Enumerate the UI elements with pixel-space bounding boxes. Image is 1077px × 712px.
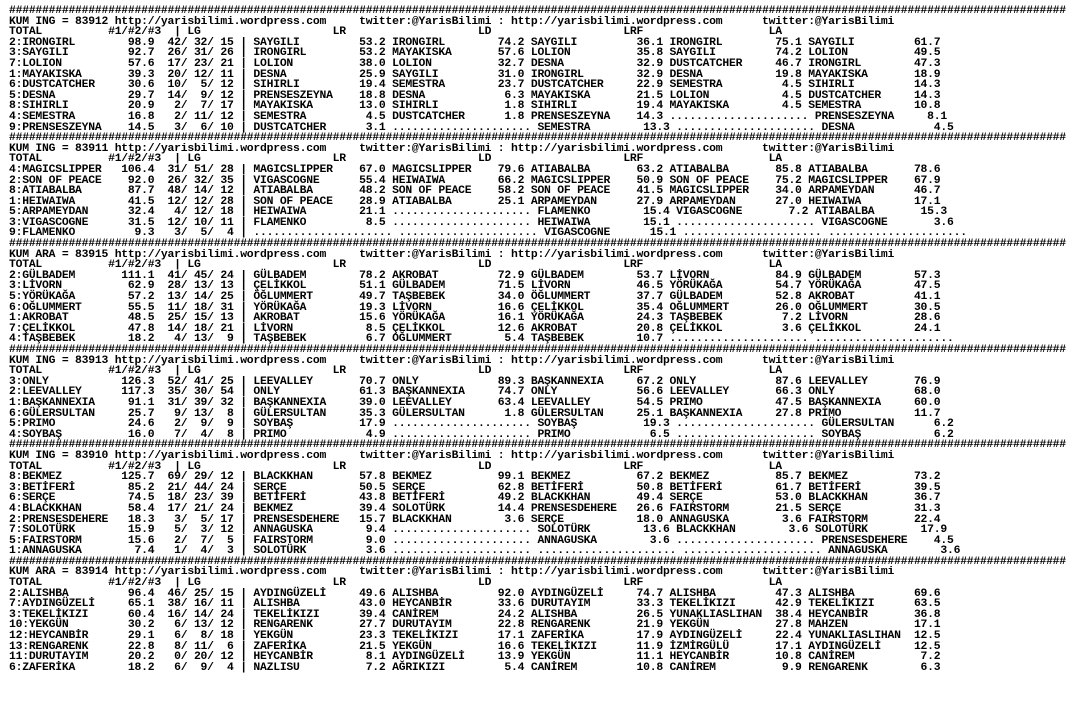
horse-row: 12:HEYCANBİR 29.1 6/ 8/ 18 | YEKGÜN 23.3 TEKELİKIZI 17.1 ZAFERİKA 17.9 AYDINGÜZELİ 22.4 YUNAKLIASLIHAN 12.5 <box>9 630 941 643</box>
race-title: KUM ING = 83910 http://yarisbilimi.wordpress.com twitter:@YarisBilimi : http://yarisbilimi.wordpress.com twitter:@YarisBilimi <box>9 449 895 462</box>
horse-row: 4:BLACKKHAN 58.4 17/ 21/ 24 | BEKMEZ 39.4 SOLOTÜRK 14.4 PRENSESDEHERE 26.6 FAIRSTORM 21.5 SERÇE 31.3 <box>9 502 941 515</box>
horse-row: 6:SERÇE 74.5 18/ 23/ 39 | BETİFERİ 43.8 BETİFERİ 49.2 BLACKKHAN 49.4 SERÇE 53.0 BLACKKHAN 36.7 <box>9 492 941 505</box>
horse-row: 7:ÇELİKKOL 47.8 14/ 18/ 21 | LİVORN 8.5 ÇELİKKOL 12.6 AKROBAT 20.8 ÇELİKKOL 3.6 ÇELİKKOL 24.1 <box>9 322 941 335</box>
horse-row: 3:BETİFERİ 85.2 21/ 44/ 24 | SERÇE 50.5 SERÇE 62.8 BETİFERİ 50.8 BETİFERİ 61.7 BETİFERİ 39.5 <box>9 481 941 494</box>
column-headers: #1/#2/#3 | LG LR LD LRF LA <box>42 577 782 590</box>
column-headers: #1/#2/#3 | LG LR LD LRF LA <box>42 365 782 378</box>
horse-row: 8:BEKMEZ 125.7 69/ 29/ 12 | BLACKKHAN 57.8 BEKMEZ 99.1 BEKMEZ 67.2 BEKMEZ 85.7 BEKMEZ 73.2 <box>9 471 941 484</box>
horse-row: 5:DESNA 29.7 14/ 9/ 12 | PRENSESZEYNA 18.8 DESNA 6.3 MAYAKISKA 21.5 LOLION 4.5 DUSTCATCHER 14.3 <box>9 89 941 102</box>
horse-row: 7:SOLOTÜRK 15.9 5/ 3/ 12 | ANNAGUSKA 9.4 ..................... SOLOTÜRK 13.6 BLACKKHAN 3.6 SOLOTÜRK 17.9 <box>9 524 947 537</box>
horse-row: 5:PRIMO 24.6 2/ 9/ 9 | SOYBAŞ 17.9 ..................... SOYBAŞ 19.3 ..................... GÜLERSULTAN 6.2 <box>9 418 954 431</box>
horse-row: 10:YEKGÜN 30.2 6/ 13/ 12 | RENGARENK 27.7 DURUTAYIM 22.8 RENGARENK 21.9 YEKGÜN 27.8 MAHZEN 17.1 <box>9 619 941 632</box>
separator-line: ################################################################################################################################################################ <box>9 238 1066 251</box>
horse-row: 2:LEEVALLEY 117.3 35/ 30/ 54 | ONLY 61.3 BAŞKANNEXIA 74.7 ONLY 56.6 LEEVALLEY 66.3 ONLY 68.0 <box>9 386 941 399</box>
horse-row: 5:FAIRSTORM 15.6 2/ 7/ 5 | FAIRSTORM 9.0 ..................... ANNAGUSKA 3.6 ..................... PRENSESDEHERE 4.5 <box>9 534 954 547</box>
horse-row: 3:LİVORN 62.9 28/ 13/ 13 | ÇELİKKOL 51.1 GÜLBADEM 71.5 LİVORN 46.5 YÖRÜKAĞA 54.7 YÖRÜKAĞA 47.5 <box>9 280 941 293</box>
horse-row: 6:OĞLUMMERT 55.5 11/ 18/ 31 | YÖRÜKAĞA 19.3 LİVORN 16.6 ÇELİKKOL 35.4 OĞLUMMERT 26.0 OĞLUMMERT 30.5 <box>9 301 941 314</box>
horse-row: 2:PRENSESDEHERE 18.3 3/ 5/ 17 | PRENSESDEHERE 15.7 BLACKKHAN 3.6 SERÇE 18.0 ANNAGUSKA 3.6 FAIRSTORM 22.4 <box>9 513 941 526</box>
race-title: KUM ING = 83911 http://yarisbilimi.wordpress.com twitter:@YarisBilimi : http://yarisbilimi.wordpress.com twitter:@YarisBilimi <box>9 142 895 155</box>
total-label: TOTAL <box>9 365 43 378</box>
separator-line: ################################################################################################################################################################ <box>9 555 1066 568</box>
horse-row: 8:SIHIRLI 20.9 2/ 7/ 17 | MAYAKISKA 13.0 SIHIRLI 1.8 SIHIRLI 19.4 MAYAKISKA 4.5 SEMESTRA 10.8 <box>9 100 941 113</box>
column-headers: #1/#2/#3 | LG LR LD LRF LA <box>42 259 782 272</box>
horse-row: 1:HEIWAIWA 41.5 12/ 12/ 28 | SON OF PEACE 28.9 ATIABALBA 25.1 ARPAMEYDAN 27.9 ARPAMEYDAN 27.0 HEIWAIWA 17.1 <box>9 195 941 208</box>
separator-line: ################################################################################################################################################################ <box>9 439 1066 452</box>
horse-row: 3:TEKELİKIZI 60.4 16/ 14/ 24 | TEKELİKIZI 39.4 CANİREM 24.2 ALISHBA 26.5 YUNAKLIASLIHAN 38.4 HEYCANBİR 36.8 <box>9 608 941 621</box>
total-label: TOTAL <box>9 577 43 590</box>
horse-row: 13:RENGARENK 22.8 8/ 11/ 6 | ZAFERİKA 21.5 YEKGÜN 16.6 TEKELİKIZI 11.9 İZMİRGÜLÜ 17.1 AYDINGÜZELİ 12.5 <box>9 640 941 653</box>
race-report <box>9 6 1066 673</box>
column-headers: #1/#2/#3 | LG LR LD LRF LA <box>42 153 782 166</box>
race-title: KUM ARA = 83914 http://yarisbilimi.wordpress.com twitter:@YarisBilimi : http://yarisbilimi.wordpress.com twitter:@YarisBilimi <box>9 566 895 579</box>
horse-row: 6:GÜLERSULTAN 25.7 9/ 13/ 8 | GÜLERSULTAN 35.3 GÜLERSULTAN 1.8 GÜLERSULTAN 25.1 BAŞKANNEXIA 27.8 PRIMO 11.7 <box>9 407 941 420</box>
horse-row: 2:SON OF PEACE 92.0 26/ 32/ 35 | VIGASCOGNE 55.4 HEIWAIWA 66.2 MAGICSLIPPER 50.9 SON OF PEACE 75.2 MAGICSLIPPER 67.9 <box>9 174 941 187</box>
horse-row: 2:GÜLBADEM 111.1 41/ 45/ 24 | GÜLBADEM 78.2 AKROBAT 72.9 GÜLBADEM 53.7 LİVORN 84.9 GÜLBADEM 57.3 <box>9 269 941 282</box>
horse-row: 7:AYDINGÜZELİ 65.1 38/ 16/ 11 | ALISHBA 43.0 HEYCANBİR 33.6 DURUTAYIM 33.3 TEKELİKIZI 42.9 TEKELİKIZI 63.5 <box>9 598 941 611</box>
total-label: TOTAL <box>9 259 43 272</box>
column-headers: #1/#2/#3 | LG LR LD LRF LA <box>42 26 782 39</box>
horse-row: 8:ATIABALBA 87.7 48/ 14/ 12 | ATIABALBA 48.2 SON OF PEACE 58.2 SON OF PEACE 41.5 MAGICSLIPPER 34.0 ARPAMEYDAN 46.7 <box>9 185 941 198</box>
horse-row: 1:ANNAGUSKA 7.4 1/ 4/ 3 | SOLOTÜRK 3.6 ..................... ..................... ..................... ANNAGUSKA 3.6 <box>9 545 961 558</box>
race-title: KUM ING = 83913 http://yarisbilimi.wordpress.com twitter:@YarisBilimi : http://yarisbilimi.wordpress.com twitter:@YarisBilimi <box>9 354 895 367</box>
horse-row: 3:ONLY 126.3 52/ 41/ 25 | LEEVALLEY 70.7 ONLY 89.3 BAŞKANNEXIA 67.2 ONLY 87.6 LEEVALLEY 76.9 <box>9 375 941 388</box>
horse-row: 4:MAGICSLIPPER 106.4 31/ 51/ 28 | MAGICSLIPPER 67.0 MAGICSLIPPER 79.6 ATIABALBA 63.2 ATIABALBA 85.8 ATIABALBA 78.6 <box>9 163 941 176</box>
horse-row: 2:IRONGIRL 98.9 42/ 32/ 15 | SAYGILI 53.2 IRONGIRL 74.2 SAYGILI 36.1 IRONGIRL 75.1 SAYGILI 61.7 <box>9 36 941 49</box>
horse-row: 1:MAYAKISKA 39.3 20/ 12/ 11 | DESNA 25.9 SAYGILI 31.0 IRONGIRL 32.9 DESNA 19.8 MAYAKISKA 18.9 <box>9 68 941 81</box>
separator-line: ################################################################################################################################################################ <box>9 344 1066 356</box>
separator-line: ################################################################################################################################################################ <box>9 132 1066 145</box>
horse-row: 4:SOYBAŞ 16.0 7/ 4/ 8 | PRIMO 4.9 ..................... PRIMO 6.5 ..................... SOYBAŞ 6.2 <box>9 428 954 441</box>
horse-row: 1:AKROBAT 48.5 25/ 15/ 13 | AKROBAT 15.6 YÖRÜKAĞA 16.1 YÖRÜKAĞA 24.3 TAŞBEBEK 7.2 LİVORN 28.6 <box>9 312 941 325</box>
horse-row: 1:BAŞKANNEXIA 91.1 31/ 39/ 32 | BAŞKANNEXIA 39.0 LEEVALLEY 63.4 LEEVALLEY 54.5 PRIMO 47.5 BAŞKANNEXIA 60.0 <box>9 396 941 409</box>
total-label: TOTAL <box>9 26 43 39</box>
horse-row: 11:DURUTAYIM 20.2 0/ 20/ 12 | HEYCANBİR 8.1 AYDINGÜZELİ 13.9 YEKGÜN 11.1 HEYCANBİR 10.8 CANİREM 7.2 <box>9 651 941 664</box>
horse-row: 7:LOLION 57.6 17/ 23/ 21 | LOLION 38.0 LOLION 32.7 DESNA 32.9 DUSTCATCHER 46.7 IRONGIRL 47.3 <box>9 57 941 70</box>
horse-row: 6:DUSTCATCHER 30.6 10/ 5/ 12 | SIHIRLI 19.4 SEMESTRA 23.7 DUSTCATCHER 22.9 SEMESTRA 4.5 SIHIRLI 14.3 <box>9 79 941 92</box>
horse-row: 9:FLAMENKO 9.3 3/ 5/ 4 | ..................... ..................... VIGASCOGNE 15.1 ..................... ..................... <box>9 227 967 240</box>
horse-row: 5:YÖRÜKAĞA 57.2 13/ 14/ 25 | ÖĞLUMMERT 49.7 TAŞBEBEK 34.0 ÖĞLUMMERT 37.7 GÜLBADEM 52.8 AKROBAT 41.1 <box>9 291 941 304</box>
total-label: TOTAL <box>9 153 43 166</box>
race-title: KUM ING = 83912 http://yarisbilimi.wordpress.com twitter:@YarisBilimi : http://yarisbilimi.wordpress.com twitter:@YarisBilimi <box>9 15 895 28</box>
total-label: TOTAL <box>9 460 43 473</box>
column-headers: #1/#2/#3 | LG LR LD LRF LA <box>42 460 782 473</box>
horse-row: 6:ZAFERİKA 18.2 6/ 9/ 4 | NAZLISU 7.2 AĞRIKIZI 5.4 CANİREM 10.8 CANİREM 9.9 RENGARENK 6.3 <box>9 661 941 674</box>
race-title: KUM ARA = 83915 http://yarisbilimi.wordpress.com twitter:@YarisBilimi : http://yarisbilimi.wordpress.com twitter:@YarisBilimi <box>9 248 895 261</box>
horse-row: 4:SEMESTRA 16.8 2/ 11/ 12 | SEMESTRA 4.5 DUSTCATCHER 1.8 PRENSESZEYNA 14.3 ..................... PRENSESZEYNA 8.1 <box>9 110 947 123</box>
horse-row: 3:VIGASCOGNE 31.5 12/ 10/ 11 | FLAMENKO 8.5 ..................... HEIWAIWA 15.1 ..................... VIGASCOGNE 3.6 <box>9 216 954 229</box>
horse-row: 5:ARPAMEYDAN 32.4 4/ 12/ 18 | HEIWAIWA 21.1 ..................... FLAMENKO 15.4 VIGASCOGNE 7.2 ATIABALBA 15.3 <box>9 206 947 219</box>
separator-line: ################################################################################################################################################################ <box>9 5 1066 17</box>
horse-row: 9:PRENSESZEYNA 14.5 3/ 6/ 10 | DUSTCATCHER 3.1 ..................... SEMESTRA 13.3 ..................... DESNA 4.5 <box>9 121 954 134</box>
horse-row: 4:TAŞBEBEK 18.2 4/ 13/ 9 | TAŞBEBEK 6.7 OĞLUMMERT 5.4 TAŞBEBEK 10.7 ..................... ..................... <box>9 333 954 346</box>
horse-row: 3:SAYGILI 92.7 26/ 31/ 26 | IRONGIRL 53.2 MAYAKISKA 57.6 LOLION 35.8 SAYGILI 74.2 LOLION 49.5 <box>9 47 941 60</box>
horse-row: 2:ALISHBA 96.4 46/ 25/ 15 | AYDINGÜZELİ 49.6 ALISHBA 92.0 AYDINGÜZELİ 74.7 ALISHBA 47.3 ALISHBA 69.6 <box>9 587 941 600</box>
